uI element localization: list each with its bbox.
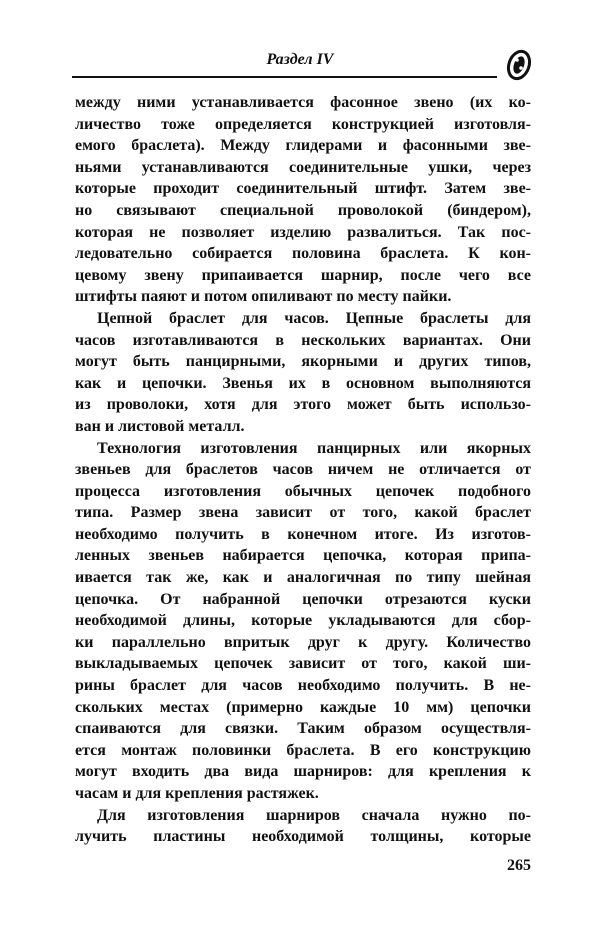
paragraph-1 [75,92,531,308]
text-line: как и цепочки. Звенья их в основном выполняются [75,374,531,392]
text-line: Технология изготовления панцирных или якорных [97,439,531,457]
running-header-section-title: Раздел IV [266,51,334,68]
text-line: ки параллельно впритык друг к другу. Количество [75,633,531,651]
text-line: цевому звену припаивается шарнир, после чего все [75,266,531,284]
text-line: процесса изготовления обычных цепочек подобного [75,482,531,500]
text-line: ленных звеньев набирается цепочка, которая припа- [75,547,531,565]
text-line: ется монтаж половинки браслета. В его конструкцию [75,741,531,759]
text-line: штифты паяют и потом опиливают по месту пайки. [75,288,452,306]
text-line: емого браслета). Между глидерами и фасонными зве- [75,137,531,155]
paragraph-3 [75,438,531,805]
text-line: рины браслет для часов необходимо получить. В не- [75,677,531,695]
paragraph-4 [75,805,531,848]
page-number: 265 [507,857,531,874]
text-line: которые проходит соединительный штифт. Затем зве- [75,180,531,198]
text-line: выкладываемых цепочек зависит от того, какой ши- [75,655,531,673]
text-line: типа. Размер звена зависит от того, какой браслет [75,504,531,522]
text-line: необходимо получить в конечном итоге. Из изготов- [75,525,531,543]
text-line: ньями устанавливаются соединительные ушки, через [75,158,531,176]
text-line: но связывают специальной проволокой (биндером), [75,201,531,219]
text-line: могут быть панцирными, якорными и других типов, [75,353,531,371]
text-line: часам и для крепления растяжек. [75,785,319,802]
text-line: ивается так же, как и аналогичная по типу шейная [75,569,531,587]
text-line: личество тоже определяется конструкцией изготовля- [75,115,531,133]
text-line: могут входить два вида шарниров: для крепления к [75,763,531,781]
text-line: цепочка. От набранной цепочки отрезаются куски [75,590,531,608]
text-line: часов изготавливаются в нескольких вариантах. Они [75,331,531,349]
text-line: звеньев для браслетов часов ничем не отличается от [75,461,531,479]
text-line: ледовательно собирается половина браслета. К кон- [75,245,531,263]
ornament-medallion-icon [505,48,533,82]
header-rule [72,76,497,78]
text-line: необходимой длины, которые укладываются для сбор- [75,612,531,630]
text-line: ван и листовой металл. [75,417,245,435]
text-line: из проволоки, хотя для этого может быть использо- [75,396,531,414]
text-line: скольких местах (примерно каждые 10 мм) цепочки [75,698,531,716]
text-line: между ними устанавливается фасонное звено (их ко- [75,94,531,111]
text-line: Для изготовления шарниров сначала нужно по- [97,806,531,824]
text-line: спаиваются для связки. Таким образом осуществля- [75,720,531,738]
paragraph-2 [75,308,531,438]
text-line: Цепной браслет для часов. Цепные браслеты для [97,309,531,327]
text-line: которая не позволяет изделию развалиться. Так пос- [75,223,531,241]
text-line: лучить пластины необходимой толщины, которые [75,828,531,846]
body-text [75,92,531,848]
